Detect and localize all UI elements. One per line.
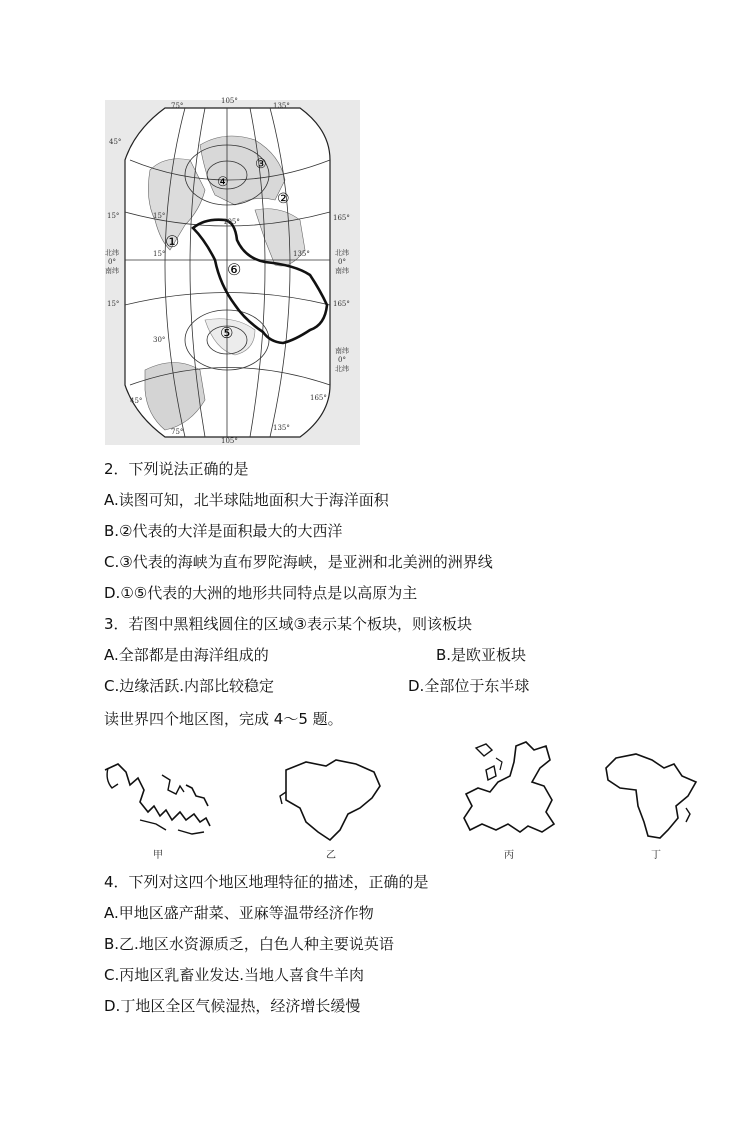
map-bottom-left-30: 30° — [153, 336, 166, 344]
region-jia-outline — [100, 750, 220, 845]
marker-3: ③ — [255, 157, 267, 172]
region-label-yi: 乙 — [326, 850, 336, 861]
q4-option-a: A.甲地区盛产甜菜、亚麻等温带经济作物 — [104, 904, 374, 922]
region-label-ding: 丁 — [651, 850, 661, 861]
region-map-ding — [602, 750, 702, 842]
south-right-south: 南纬 — [335, 347, 349, 355]
map-bottom-label-75: 75° — [171, 428, 184, 436]
q3-option-d: D.全部位于东半球 — [408, 677, 530, 695]
map-left-label-15a: 15° — [107, 212, 120, 220]
q3-option-c: C.边缘活跃.内部比较稳定 — [104, 677, 275, 695]
map-right-label-165a: 165° — [333, 214, 350, 222]
map-right-label-165c: 165° — [310, 394, 327, 402]
marker-5: ⑤ — [220, 324, 234, 342]
map-right-mid-135: 135° — [293, 250, 310, 258]
region-map-bing — [456, 740, 566, 844]
map-top-label-135: 135° — [273, 102, 290, 110]
q4-option-d: D.丁地区全区气候湿热，经济增长缓慢 — [104, 997, 361, 1015]
map-center-top-105: 105° — [223, 218, 240, 226]
map-bottom-label-135: 135° — [273, 424, 290, 432]
marker-1: ① — [165, 232, 180, 251]
marker-2: ② — [277, 191, 290, 207]
equator-right-south: 南纬 — [335, 267, 349, 275]
region-ding-outline — [602, 750, 702, 842]
map-bottom-label-105: 105° — [221, 437, 238, 445]
south-right-labels — [331, 346, 353, 374]
south-right-zero: 0° — [338, 356, 346, 364]
intro-4-5: 读世界四个地区图，完成 4～5 题。 — [104, 710, 343, 728]
q2-option-b: B.②代表的大洋是面积最大的大西洋 — [104, 522, 343, 540]
map-right-label-165b: 165° — [333, 300, 350, 308]
q3-stem: 3．若图中黑粗线圆住的区域③表示某个板块，则该板块 — [104, 615, 472, 633]
q4-option-b: B.乙.地区水资源质乏，白色人种主要说英语 — [104, 935, 394, 953]
equator-right-zero: 0° — [338, 258, 346, 266]
region-label-jia: 甲 — [153, 850, 163, 861]
map-mid-left-15a: 15° — [153, 212, 166, 220]
map-mid-left-15b: 15° — [153, 250, 166, 258]
region-bing-outline — [456, 740, 566, 844]
q3-option-b: B.是欧亚板块 — [436, 646, 527, 664]
region-map-yi — [276, 752, 386, 844]
equator-left-zero: 0° — [108, 258, 116, 266]
equator-right-north: 北纬 — [335, 249, 349, 257]
q4-stem: 4．下列对这四个地区地理特征的描述，正确的是 — [104, 873, 429, 891]
q2-stem: 2．下列说法正确的是 — [104, 460, 249, 478]
region-map-jia — [100, 750, 220, 845]
equator-right-labels — [331, 248, 353, 276]
map-left-label-15b: 15° — [107, 300, 120, 308]
map-top-label-105: 105° — [221, 97, 238, 105]
q3-option-a: A.全部都是由海洋组成的 — [104, 646, 269, 664]
marker-4: ④ — [217, 175, 229, 190]
world-map-figure — [105, 97, 360, 445]
marker-6: ⑥ — [227, 260, 242, 279]
q2-option-c: C.③代表的海峡为直布罗陀海峡，是亚洲和北美洲的洲界线 — [104, 553, 493, 571]
equator-left-labels — [101, 248, 123, 276]
map-left-label-45b: 45° — [130, 397, 143, 405]
map-left-label-45a: 45° — [109, 138, 122, 146]
south-right-north: 北纬 — [335, 365, 349, 373]
region-label-bing: 丙 — [504, 850, 514, 861]
region-yi-outline — [276, 752, 386, 844]
q2-option-a: A.读图可知，北半球陆地面积大于海洋面积 — [104, 491, 389, 509]
equator-left-south: 南纬 — [105, 267, 119, 275]
map-top-label-75: 75° — [171, 102, 184, 110]
q4-option-c: C.丙地区乳畜业发达.当地人喜食牛羊肉 — [104, 966, 365, 984]
equator-left-north: 北纬 — [105, 249, 119, 257]
q2-option-d: D.①⑤代表的大洲的地形共同特点是以高原为主 — [104, 584, 418, 602]
